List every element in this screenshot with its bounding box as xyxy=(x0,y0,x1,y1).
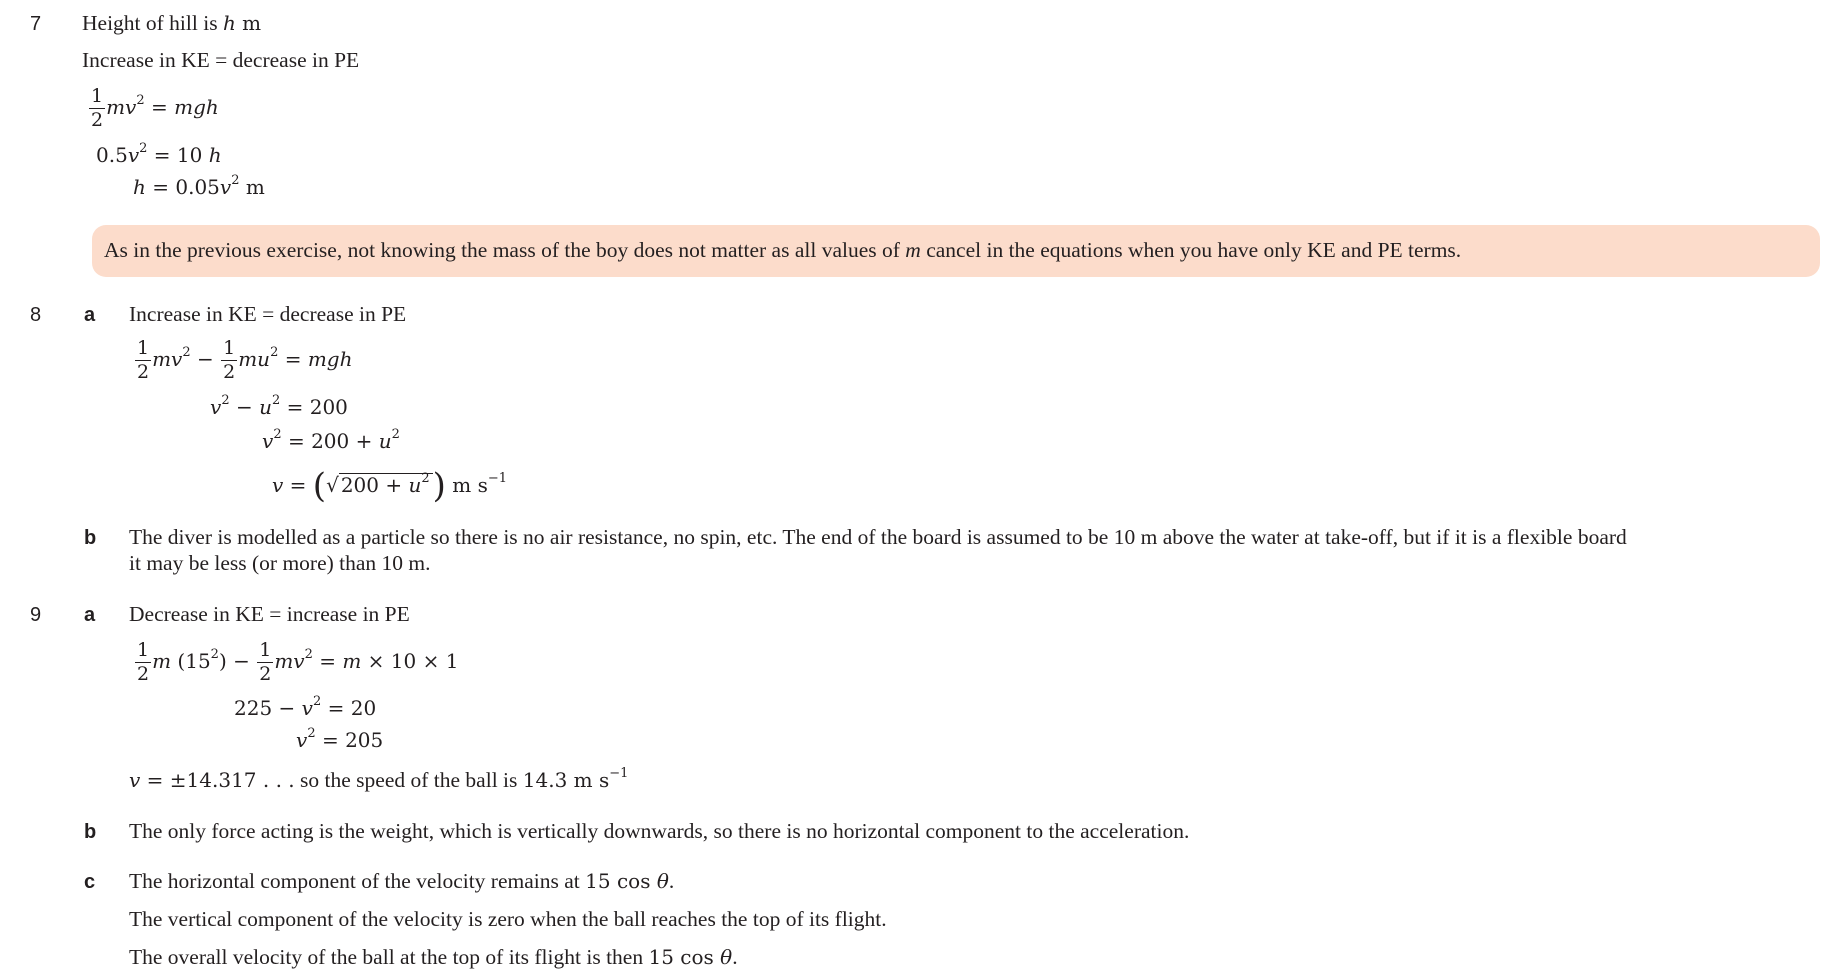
question-number-9: 9 xyxy=(30,604,42,626)
q8a-equation-1: $\frac{1}{2}$ $mv^2$ − $\frac{1}{2}$ $mu^2$ = mgh xyxy=(137,337,353,383)
q8-part-a-label: a xyxy=(84,304,96,326)
q9-part-a-label: a xyxy=(84,604,96,626)
q9c-line-1: The horizontal component of the velocity remains at 15 cos θ. xyxy=(129,869,675,893)
q7-line-2: Increase in KE = decrease in PE xyxy=(82,48,360,72)
q7-equation-1: $\frac{1}{2}$ $mv^2$ = mgh xyxy=(91,85,219,131)
q8a-equation-3: $v^2 = 200 + u^2$ xyxy=(262,427,400,453)
q8b-line-1: The diver is modelled as a particle so there is no air resistance, no spin, etc. The end of the board is assumed to be 10 m above the water at take-off, but if it is a flexible board xyxy=(129,525,1627,549)
q8a-line-1: Increase in KE = decrease in PE xyxy=(129,302,407,326)
question-number-7: 7 xyxy=(30,13,42,35)
q7-equation-2: $0.5v^2 = 10$ h xyxy=(96,141,222,167)
q8b-line-2: it may be less (or more) than 10 m. xyxy=(129,551,431,575)
q9c-line-2: The vertical component of the velocity is zero when the ball reaches the top of its flight. xyxy=(129,907,887,931)
q9a-equation-3: $v^2 = 205$ xyxy=(296,726,384,752)
q8a-equation-2: $v^2 - u^2 = 200$ xyxy=(210,393,348,419)
q9-part-b-label: b xyxy=(84,821,97,843)
q7-line-1: Height of hill is h m xyxy=(82,11,262,35)
q9-part-c-label: c xyxy=(84,871,96,893)
tip-text: As in the previous exercise, not knowing the mass of the boy does not matter as all values of m cancel in the equations when you have only KE and PE terms. xyxy=(104,238,1462,262)
question-number-8: 8 xyxy=(30,304,42,326)
q9c-line-3: The overall velocity of the ball at the top of its flight is then 15 cos θ. xyxy=(129,945,738,969)
q9a-equation-2: $225 - v^2 = 20$ xyxy=(234,694,377,720)
q8-part-b-label: b xyxy=(84,527,97,549)
q7-equation-3: $h = 0.05v^2$ m xyxy=(133,173,265,199)
q9a-line-speed: v = ±14.317 . . . so the speed of the ball is 14.3 m $s^{-1}$ xyxy=(129,766,629,792)
q9a-line-1: Decrease in KE = increase in PE xyxy=(129,602,410,626)
q8a-equation-4: v = (√ $200 + u^2$) m $s^{-1}$ xyxy=(272,466,508,506)
q9b-line-1: The only force acting is the weight, which is vertically downwards, so there is no horizontal component to the acceleration. xyxy=(129,819,1190,843)
q9a-equation-1: $\frac{1}{2}$ m $(15^2)$ − $\frac{1}{2}$ $mv^2 = m \times 10 \times 1$ xyxy=(137,639,459,685)
